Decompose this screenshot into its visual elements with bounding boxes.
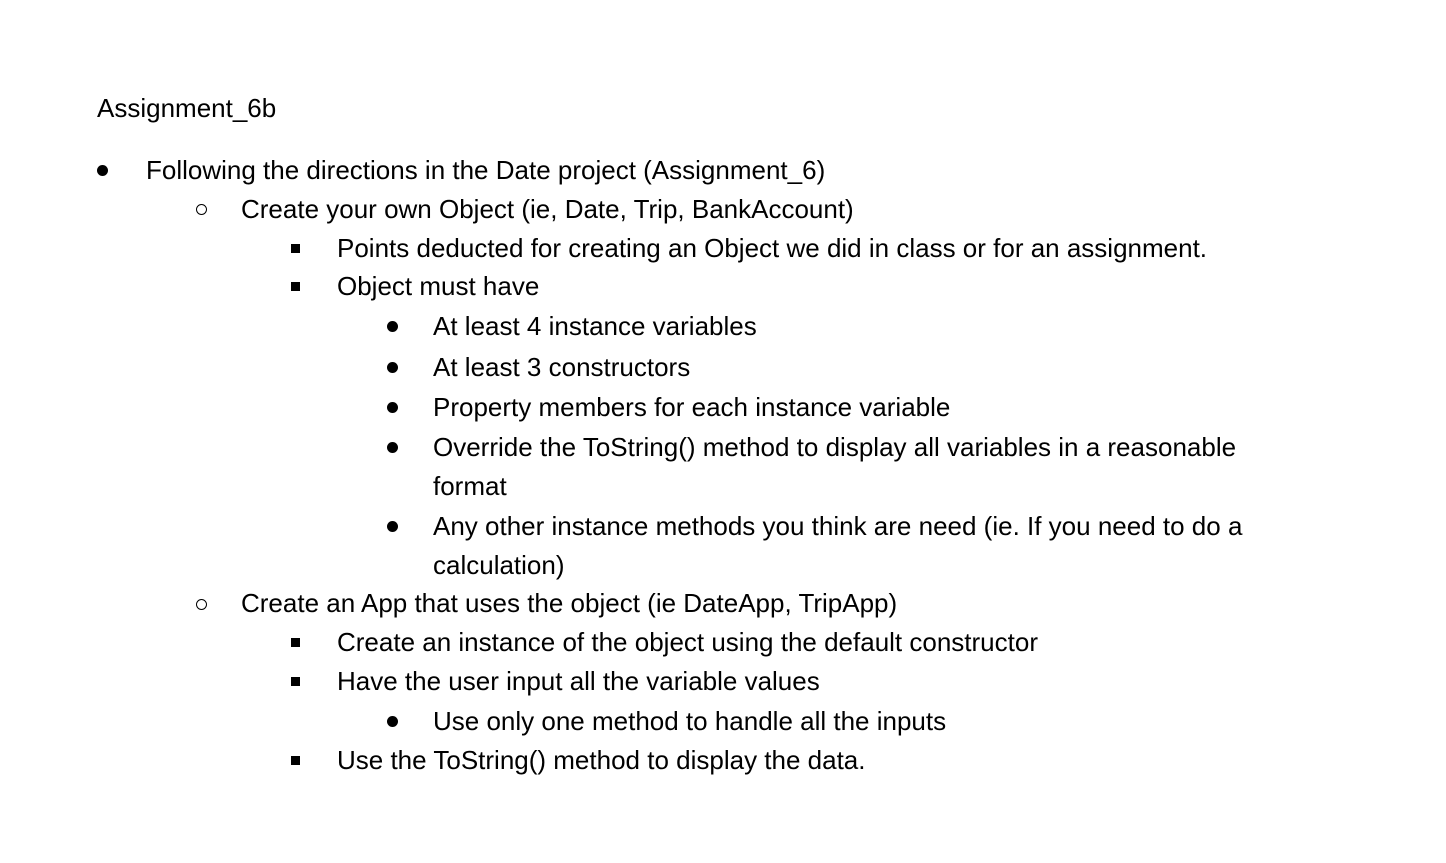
bullet-square-icon bbox=[291, 244, 300, 253]
list-item-level3: Use the ToString() method to display the data. bbox=[337, 745, 866, 775]
list-item-level1: Following the directions in the Date project (Assignment_6) bbox=[146, 155, 826, 185]
list-item-level4: At least 4 instance variables bbox=[433, 311, 757, 341]
bullet-square-icon bbox=[291, 282, 300, 291]
list-item-level3: Object must have bbox=[337, 271, 540, 301]
document-title: Assignment_6b bbox=[97, 93, 277, 123]
list-item-level4: Override the ToString() method to display all variables in a reasonable bbox=[433, 432, 1237, 462]
list-item-level4-continuation: calculation) bbox=[433, 550, 565, 580]
list-item-level3: Have the user input all the variable values bbox=[337, 666, 820, 696]
bullet-dot-icon bbox=[97, 165, 108, 176]
list-item-level2: Create an App that uses the object (ie DateApp, TripApp) bbox=[241, 588, 898, 618]
bullet-dot-icon bbox=[387, 321, 398, 332]
list-item-level3: Points deducted for creating an Object we did in class or for an assignment. bbox=[337, 233, 1208, 263]
list-item-level2: Create your own Object (ie, Date, Trip, BankAccount) bbox=[241, 194, 854, 224]
bullet-circle-icon bbox=[196, 204, 207, 215]
bullet-square-icon bbox=[291, 756, 300, 765]
list-item-level4: Use only one method to handle all the inputs bbox=[433, 706, 947, 736]
list-item-level3: Create an instance of the object using the default constructor bbox=[337, 627, 1038, 657]
bullet-dot-icon bbox=[387, 402, 398, 413]
bullet-dot-icon bbox=[387, 716, 398, 727]
bullet-dot-icon bbox=[387, 442, 398, 453]
bullet-dot-icon bbox=[387, 521, 398, 532]
list-item-level4: Any other instance methods you think are need (ie. If you need to do a bbox=[433, 511, 1243, 541]
list-item-level4: At least 3 constructors bbox=[433, 352, 691, 382]
bullet-square-icon bbox=[291, 677, 300, 686]
bullet-circle-icon bbox=[196, 599, 207, 610]
bullet-dot-icon bbox=[387, 362, 398, 373]
list-item-level4: Property members for each instance variable bbox=[433, 392, 951, 422]
bullet-square-icon bbox=[291, 638, 300, 647]
list-item-level4-continuation: format bbox=[433, 471, 507, 501]
